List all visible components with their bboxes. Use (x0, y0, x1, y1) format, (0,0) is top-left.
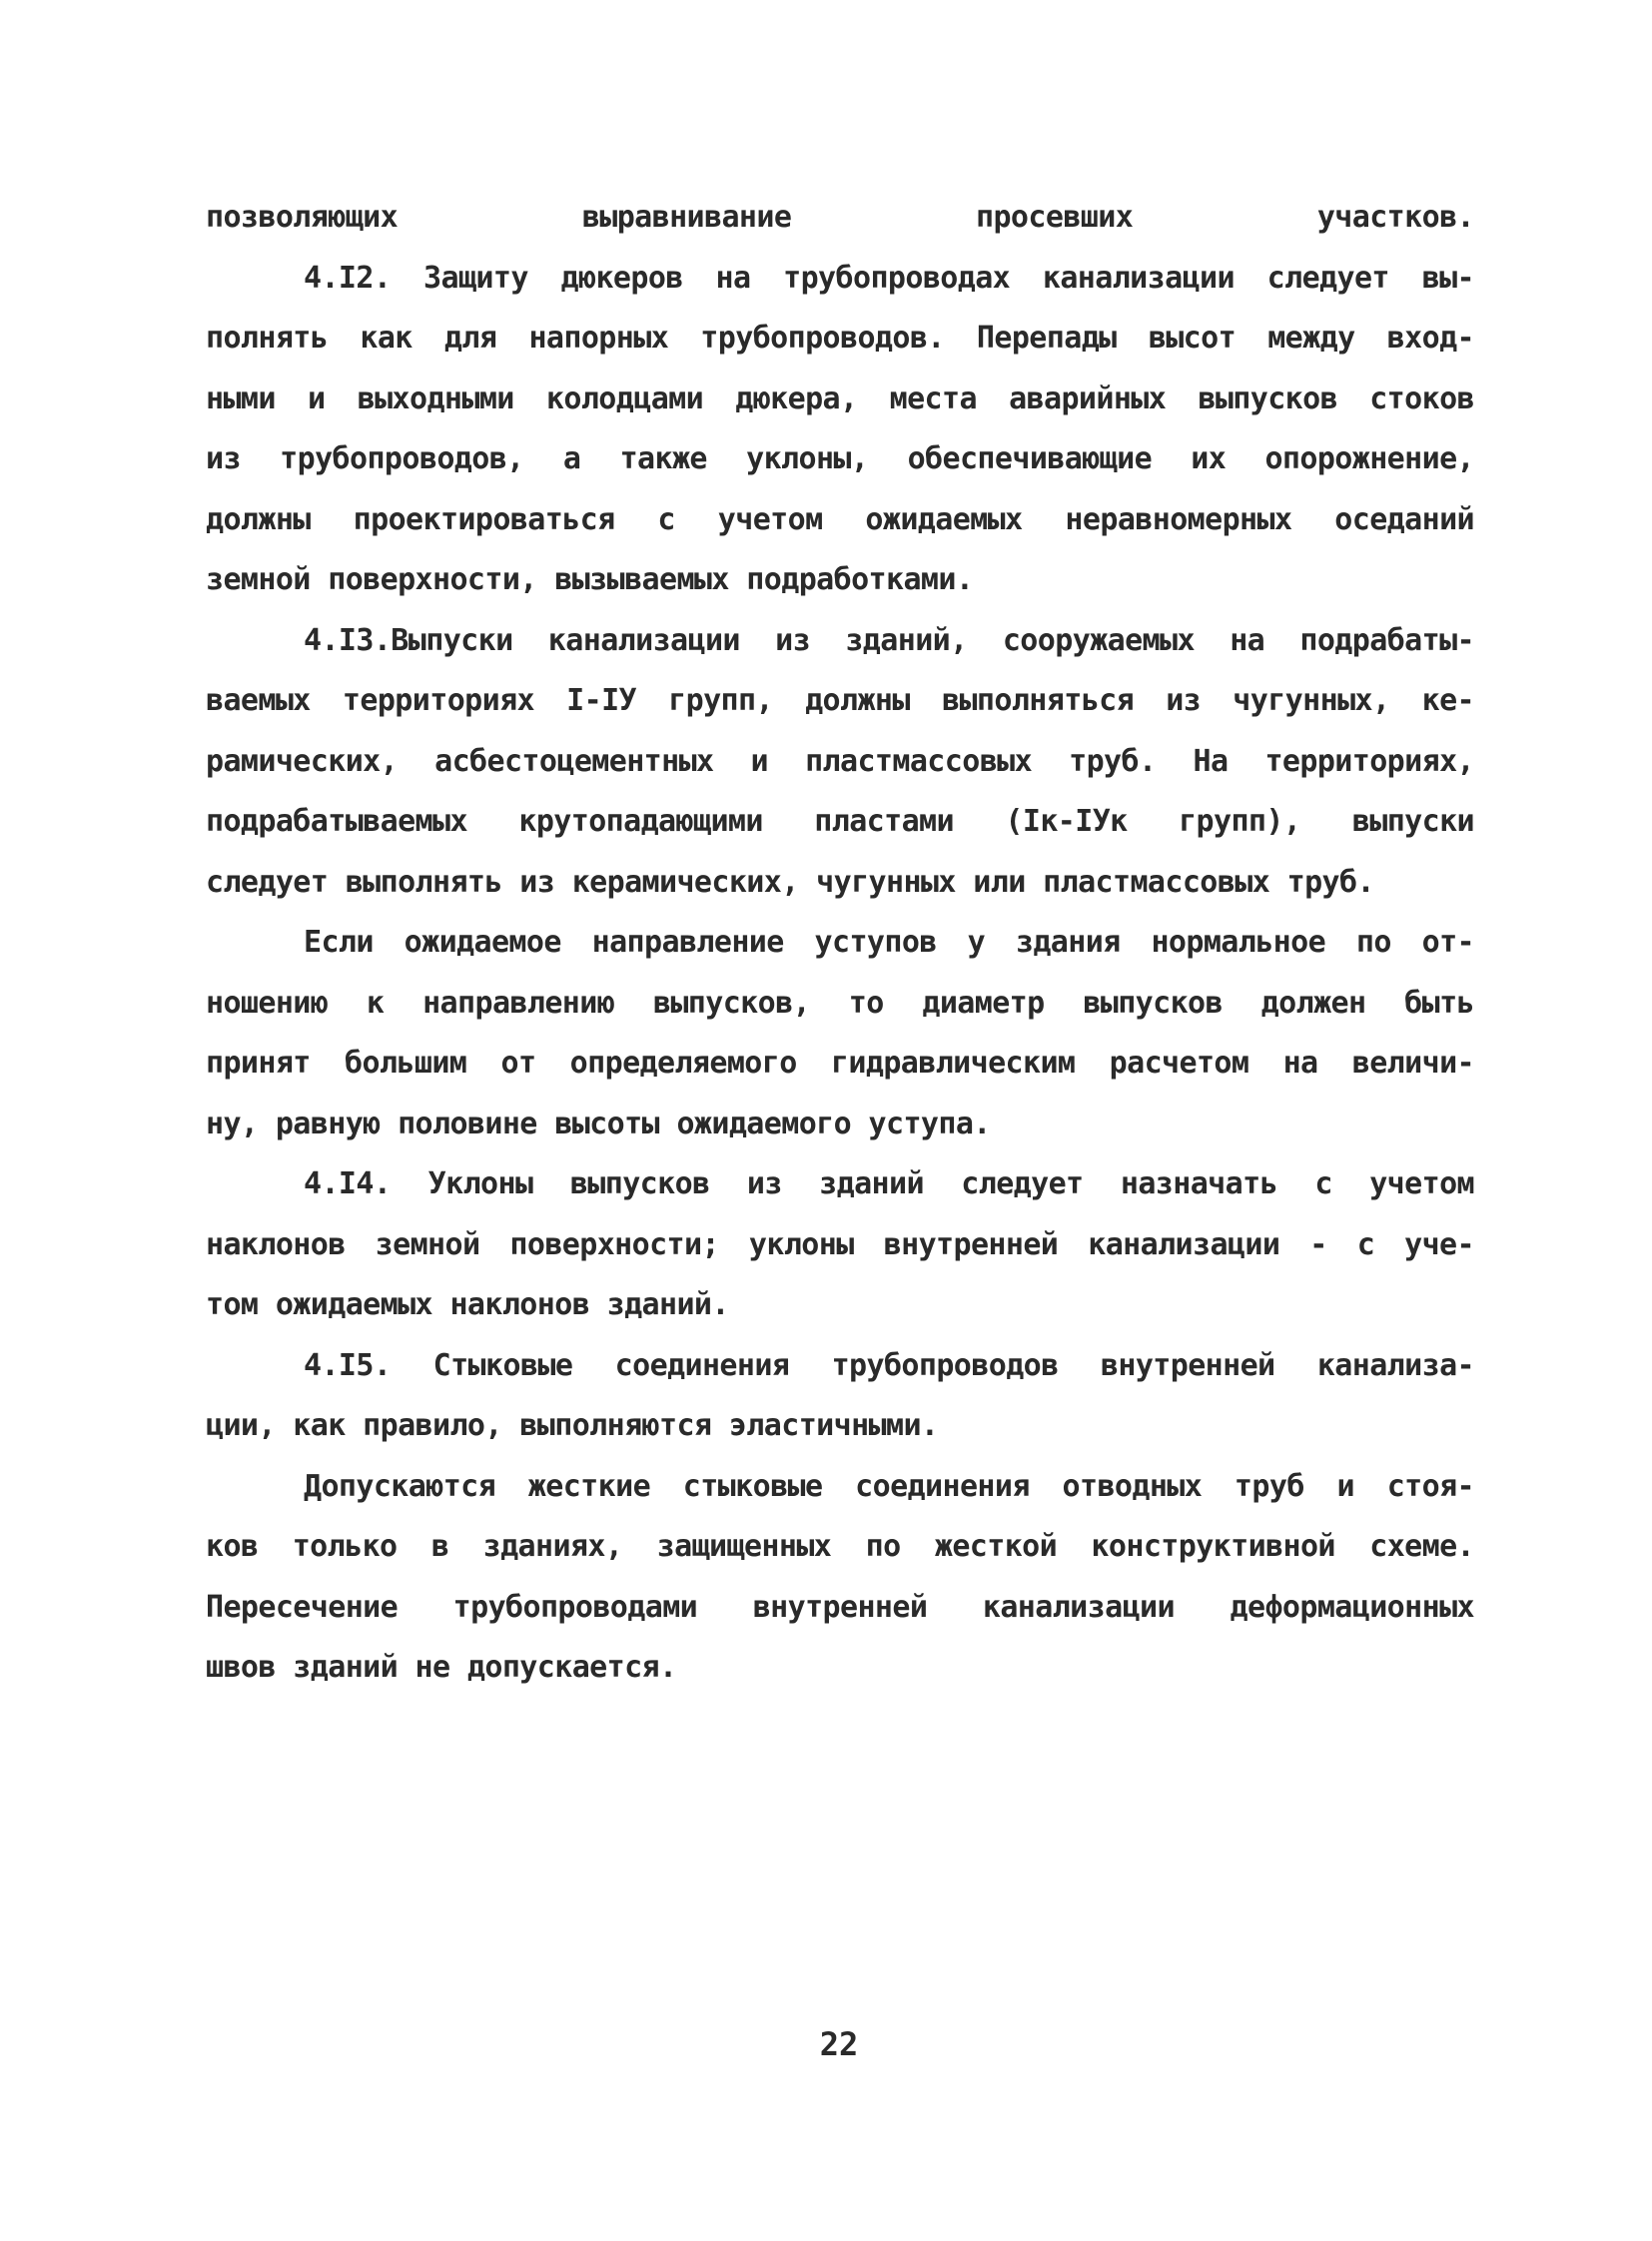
text-line: ношению к направлению выпусков, то диаметр выпусков должен быть (206, 985, 1474, 1021)
paragraph-start: Если ожидаемое направление уступов у здания нормальное по от- (304, 925, 1474, 960)
text-line: наклонов земной поверхности; уклоны внутренней канализации - с уче- (206, 1226, 1474, 1262)
text-line: принят большим от определяемого гидравлическим расчетом на величи- (206, 1046, 1474, 1081)
body-text (206, 188, 1474, 1699)
text-line: полнять как для напорных трубопроводов. Перепады высот между вход- (206, 321, 1474, 356)
paragraph-4-13-start: 4.I3.Выпуски канализации из зданий, сооружаемых на подрабаты- (304, 622, 1474, 658)
text-line: позволяющих выравнивание просевших участков. (206, 200, 1474, 235)
text-line: том ожидаемых наклонов зданий. (206, 1287, 729, 1322)
text-line: ными и выходными колодцами дюкера, места аварийных выпусков стоков (206, 380, 1474, 416)
text-line: из трубопроводов, а также уклоны, обеспечивающие их опорожнение, (206, 441, 1474, 476)
text-line: ваемых территориях I-IУ групп, должны выполняться из чугунных, ке- (206, 683, 1474, 718)
text-line: ков только в зданиях, защищенных по жесткой конструктивной схеме. (206, 1529, 1474, 1564)
text-line: рамических, асбестоцементных и пластмассовых труб. На территориях, (206, 743, 1474, 779)
text-line: следует выполнять из керамических, чугунных или пластмассовых труб. (206, 864, 1374, 900)
text-line: ции, как правило, выполняются эластичными. (206, 1408, 939, 1443)
text-line: ну, равную половине высоты ожидаемого уступа. (206, 1106, 991, 1141)
paragraph-4-15-start: 4.I5. Стыковые соединения трубопроводов внутренней канализа- (304, 1347, 1474, 1383)
text-line: должны проектироваться с учетом ожидаемых неравномерных оседаний (206, 501, 1474, 537)
page-number: 22 (819, 2025, 859, 2063)
text-line: Пересечение трубопроводами внутренней канализации деформационных (206, 1589, 1474, 1625)
paragraph-4-12-start: 4.I2. Защиту дюкеров на трубопроводах канализации следует вы- (304, 260, 1474, 296)
paragraph-4-14-start: 4.I4. Уклоны выпусков из зданий следует назначать с учетом (304, 1166, 1474, 1201)
text-line: подрабатываемых крутопадающими пластами (Iк-IУк групп), выпуски (206, 804, 1474, 839)
text-line: швов зданий не допускается. (206, 1650, 677, 1685)
paragraph-start: Допускаются жесткие стыковые соединения отводных труб и стоя- (304, 1468, 1474, 1504)
text-line: земной поверхности, вызываемых подработками. (206, 562, 974, 597)
